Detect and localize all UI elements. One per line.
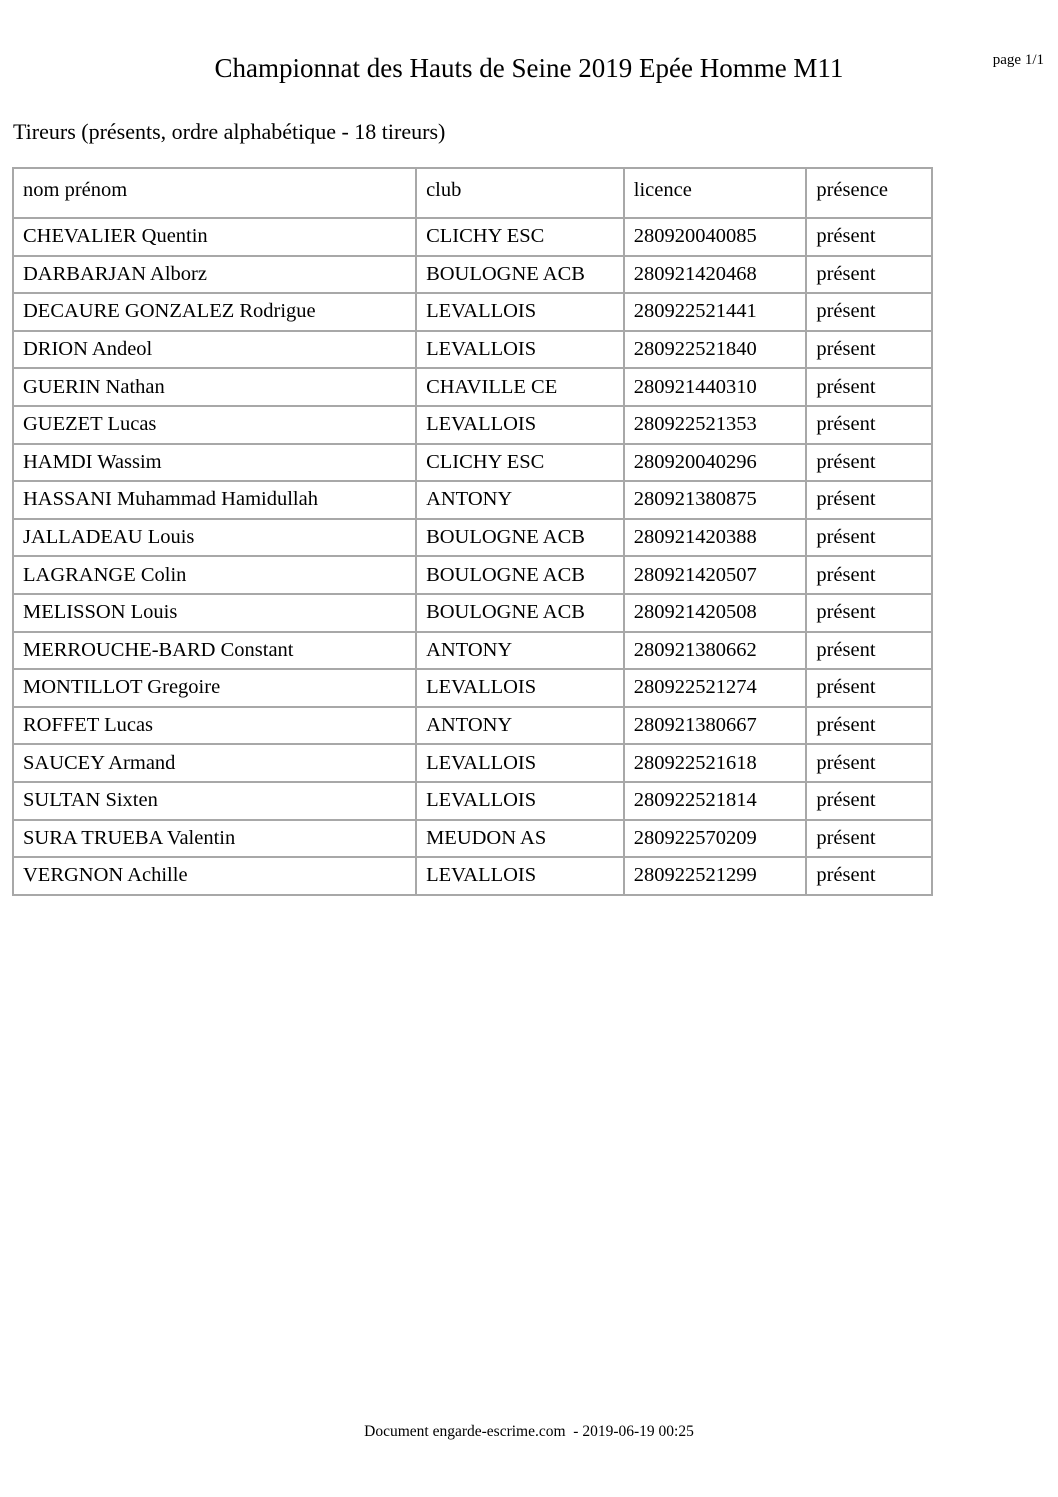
table-row [13, 669, 932, 707]
table-row [13, 744, 932, 782]
cell-licence: 280922521299 [624, 857, 807, 895]
cell-name: MELISSON Louis [13, 594, 416, 632]
table-row [13, 857, 932, 895]
cell-club: LEVALLOIS [416, 669, 624, 707]
page-number: page 1/1 [992, 52, 1044, 68]
cell-presence: présent [806, 632, 932, 670]
cell-presence: présent [806, 744, 932, 782]
table-row [13, 406, 932, 444]
cell-presence: présent [806, 782, 932, 820]
column-header-club: club [416, 168, 624, 218]
cell-club: BOULOGNE ACB [416, 256, 624, 294]
cell-name: ROFFET Lucas [13, 707, 416, 745]
cell-name: DARBARJAN Alborz [13, 256, 416, 294]
column-header-presence: présence [806, 168, 932, 218]
cell-licence: 280920040085 [624, 218, 807, 256]
cell-licence: 280921380667 [624, 707, 807, 745]
cell-club: LEVALLOIS [416, 782, 624, 820]
table-row [13, 481, 932, 519]
table-row [13, 556, 932, 594]
cell-name: MONTILLOT Gregoire [13, 669, 416, 707]
cell-club: LEVALLOIS [416, 744, 624, 782]
cell-licence: 280921420468 [624, 256, 807, 294]
cell-name: HAMDI Wassim [13, 444, 416, 482]
cell-presence: présent [806, 368, 932, 406]
cell-presence: présent [806, 444, 932, 482]
cell-club: LEVALLOIS [416, 857, 624, 895]
cell-presence: présent [806, 218, 932, 256]
table-row [13, 293, 932, 331]
cell-licence: 280920040296 [624, 444, 807, 482]
table-row [13, 331, 932, 369]
cell-licence: 280922521441 [624, 293, 807, 331]
section-subtitle: Tireurs (présents, ordre alphabétique - 18 tireurs) [13, 119, 446, 144]
cell-club: MEUDON AS [416, 820, 624, 858]
column-header-name: nom prénom [13, 168, 416, 218]
cell-name: DECAURE GONZALEZ Rodrigue [13, 293, 416, 331]
cell-club: ANTONY [416, 632, 624, 670]
document-title: Championnat des Hauts de Seine 2019 Epée Homme M11 [214, 53, 844, 83]
cell-club: BOULOGNE ACB [416, 556, 624, 594]
cell-presence: présent [806, 519, 932, 557]
cell-licence: 280921440310 [624, 368, 807, 406]
cell-club: CHAVILLE CE [416, 368, 624, 406]
table-row [13, 782, 932, 820]
cell-club: LEVALLOIS [416, 406, 624, 444]
table-header-row [13, 168, 932, 218]
cell-licence: 280922521274 [624, 669, 807, 707]
table-row [13, 218, 932, 256]
cell-club: BOULOGNE ACB [416, 594, 624, 632]
cell-club: LEVALLOIS [416, 293, 624, 331]
cell-licence: 280922521814 [624, 782, 807, 820]
cell-licence: 280921380662 [624, 632, 807, 670]
cell-name: VERGNON Achille [13, 857, 416, 895]
cell-presence: présent [806, 331, 932, 369]
cell-name: LAGRANGE Colin [13, 556, 416, 594]
table-row [13, 256, 932, 294]
cell-name: MERROUCHE-BARD Constant [13, 632, 416, 670]
cell-presence: présent [806, 857, 932, 895]
cell-licence: 280922521618 [624, 744, 807, 782]
table-row [13, 632, 932, 670]
table-body [13, 218, 932, 895]
document-footer: Document engarde-escrime.com - 2019-06-19 00:25 [364, 1423, 694, 1440]
cell-club: CLICHY ESC [416, 218, 624, 256]
fencers-table [12, 167, 933, 896]
cell-licence: 280922521353 [624, 406, 807, 444]
cell-club: ANTONY [416, 481, 624, 519]
column-header-licence: licence [624, 168, 807, 218]
table-row [13, 594, 932, 632]
cell-name: DRION Andeol [13, 331, 416, 369]
cell-licence: 280921420388 [624, 519, 807, 557]
cell-licence: 280922570209 [624, 820, 807, 858]
cell-name: CHEVALIER Quentin [13, 218, 416, 256]
cell-licence: 280922521840 [624, 331, 807, 369]
cell-presence: présent [806, 556, 932, 594]
cell-name: GUEZET Lucas [13, 406, 416, 444]
cell-presence: présent [806, 669, 932, 707]
cell-presence: présent [806, 406, 932, 444]
cell-name: SAUCEY Armand [13, 744, 416, 782]
cell-presence: présent [806, 293, 932, 331]
cell-presence: présent [806, 707, 932, 745]
table-row [13, 707, 932, 745]
cell-name: HASSANI Muhammad Hamidullah [13, 481, 416, 519]
cell-club: LEVALLOIS [416, 331, 624, 369]
cell-presence: présent [806, 820, 932, 858]
cell-presence: présent [806, 256, 932, 294]
cell-club: BOULOGNE ACB [416, 519, 624, 557]
cell-presence: présent [806, 594, 932, 632]
cell-presence: présent [806, 481, 932, 519]
table-row [13, 519, 932, 557]
cell-name: JALLADEAU Louis [13, 519, 416, 557]
cell-name: SULTAN Sixten [13, 782, 416, 820]
cell-licence: 280921420508 [624, 594, 807, 632]
cell-name: SURA TRUEBA Valentin [13, 820, 416, 858]
cell-club: ANTONY [416, 707, 624, 745]
cell-name: GUERIN Nathan [13, 368, 416, 406]
table-row [13, 444, 932, 482]
table-row [13, 368, 932, 406]
cell-licence: 280921420507 [624, 556, 807, 594]
cell-club: CLICHY ESC [416, 444, 624, 482]
cell-licence: 280921380875 [624, 481, 807, 519]
table-row [13, 820, 932, 858]
